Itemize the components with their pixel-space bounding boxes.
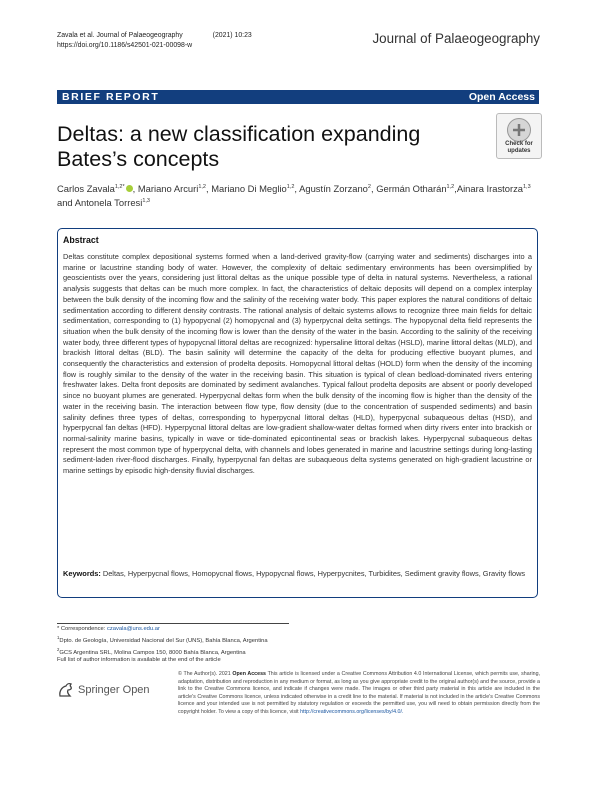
open-access-label: Open Access xyxy=(468,91,535,103)
correspondence-label: * Correspondence: xyxy=(57,626,107,632)
year-pages: (2021) 10:23 xyxy=(212,32,252,39)
author-affiliation: 1,3 xyxy=(142,198,150,205)
publisher-name: Springer Open xyxy=(78,684,150,696)
author-affiliation: 1,2 xyxy=(446,184,455,190)
author-separator: , xyxy=(370,183,377,195)
author-name[interactable]: Mariano Di Meglio xyxy=(211,183,287,195)
author-affiliation: 1,3 xyxy=(523,184,531,190)
author-separator: , xyxy=(454,183,457,195)
license-body: This article is licensed under a Creative Commons Attribution 4.0 International License, which permits use, sharing, adaptation, distribution and reproduction in any medium or format, as long as you give appropriate credit to the original author(s) and the source, provide a link to the Creative Commons licence, and indicate if changes were made. The images or other third party material in this article are included in the article's Creative Commons licence, unless indicated otherwise in a credit line to the material. If material is not included in the article's Creative Commons licence and your intended use is not permitted by statutory regulation or exceeds the permitted use, you will need to obtain permission directly from the copyright holder. To view a copy of this licence, visit xyxy=(178,671,540,715)
author-name[interactable]: Mariano Arcuri xyxy=(137,183,199,195)
crossmark-badge[interactable] xyxy=(496,113,542,159)
doi-link[interactable]: https://doi.org/10.1186/s42501-021-00098-w xyxy=(57,41,193,49)
crossmark-label: Check for updates xyxy=(505,141,533,154)
article-title: Deltas: a new classification expanding Bates’s concepts xyxy=(57,122,421,171)
correspondence-email[interactable]: czavala@uns.edu.ar xyxy=(106,626,160,632)
keywords-list: Deltas, Hyperpycnal flows, Homopycnal flows, Hypopycnal flows, Hyperpycnites, Turbidites, Sediment gravity flows, Gravity flows xyxy=(102,569,526,578)
author-separator: , xyxy=(205,183,212,195)
license-text xyxy=(178,671,540,717)
author-affiliation: 1,2 xyxy=(198,184,206,190)
author-affiliation: 1,2 xyxy=(286,184,295,190)
author-affiliation: 2 xyxy=(367,184,371,190)
aff1-number: 1 xyxy=(57,634,60,640)
springer-horse-icon xyxy=(57,682,75,698)
copyright: © The Author(s). 2021 xyxy=(178,671,231,677)
author-affiliation: 1,2* xyxy=(114,184,125,190)
license-open-access: Open Access xyxy=(232,671,266,677)
author-info-note: Full list of author information is available at the end of the article xyxy=(57,657,221,664)
footnote-divider xyxy=(57,623,289,624)
author-separator: and xyxy=(57,197,75,209)
keywords-label: Keywords: xyxy=(63,569,101,578)
author-name[interactable]: Agustín Zorzano xyxy=(299,183,368,195)
author-list xyxy=(57,181,537,209)
aff2-number: 2 xyxy=(57,646,60,652)
article-type-banner xyxy=(57,90,539,104)
author-name[interactable]: Carlos Zavala xyxy=(57,183,115,195)
crossmark-icon xyxy=(507,118,531,142)
author-separator: , xyxy=(294,183,300,195)
journal-name: Journal of Palaeogeography xyxy=(372,31,540,46)
abstract-heading: Abstract xyxy=(63,235,99,245)
affiliation-2: GCS Argentina SRL, Molina Campos 150, 8000 Bahía Blanca, Argentina xyxy=(59,649,246,656)
abstract-text: Deltas constitute complex depositional systems formed when a land-derived gravity-flow (carrying water and sediments) discharges into a marine or lacustrine standing body of water. However, the complexity of deltaic sedimentary environments has been oversimplified by geoscientists over the years, considering just littoral deltas as the unique possible type of delta in natural systems. Nevertheless, a rational analysis suggests that deltas can be much more complex. In fact, the characteristics of deltaic deposits will depend on a complex interplay between the bulk density of the incoming flow and the salinity of the receiving water body. This paper explores the natural conditions of deltaic sedimentation according to different density contrasts. The rational analysis of deltaic systems allows to recognize three main fields for deltaic sedimentation, corresponding to (1) hypopycnal (2) homopycnal and (3) hyperpycnal delta settings. The hypopycnal delta field represents the situation when the bulk density of the incoming flow is lower than the density of the water in the basin. According to the salinity of the receiving water body, three different types of hypopycnal littoral deltas are recognized: hypersaline littoral deltas (HSLD), marine littoral deltas (MLD), and brackish littoral deltas (BLD). The basin salinity will determine the capacity of the delta for producing effective buoyant plumes, and consequently the characteristics and extension of prodelta deposits. Homopycnal littoral deltas (HOLD) form when the density of the incoming flow is roughly similar to the density of the water in the receiving basin. This situation is typical of clean bedload-dominated rivers entering freshwater lakes. Delta front deposits are dominated by sediment avalanches. Typical fallout prodelta deposits are absent or poorly developed since no buoyant plumes are generated. Hyperpycnal deltas form when the bulk density of the incoming flow is higher than the density of the water in the receiving basin. The interaction between flow type, flow density (due to the concentration of suspended sediments) and basin salinity defines three types of deltas, corresponding to hyperpycnal littoral deltas (HLD), hyperpycnal subaqueous deltas (HSD), and hyperpycnal fan deltas (HFD). Hyperpycnal littoral deltas are low-gradient shallow-water deltas formed when dirty rivers enter into brackish or normal-salinity marine basins, typically in wave or tide-dominated epicontinental seas or brackish lakes. Hyperpycnal subaqueous deltas represent the most common type of hyperpycnal delta, with channels and lobes generated in marine and lacustrine settings during long-lasting sediment-laden river-flood discharges. Finally, hyperpycnal fan deltas are subaqueous delta systems generated on high-gradient lacustrine or marine settings by episodic high-density fluvial discharges. xyxy=(63,252,532,476)
affiliation-1: Dpto. de Geología, Universidad Nacional del Sur (UNS), Bahía Blanca, Argentina xyxy=(59,637,268,644)
author-name[interactable]: Antonela Torresi xyxy=(74,197,143,209)
keywords xyxy=(63,569,532,580)
author-separator: , xyxy=(132,183,138,195)
author-name[interactable]: Germán Otharán xyxy=(376,183,447,195)
license-link[interactable]: http://creativecommons.org/licenses/by/4.0/. xyxy=(300,708,404,715)
orcid-icon[interactable] xyxy=(126,185,133,192)
running-header xyxy=(57,31,252,50)
article-type: BRIEF REPORT xyxy=(62,91,160,103)
springer-open-logo xyxy=(57,681,169,699)
author-name[interactable]: Ainara Irastorza xyxy=(456,183,523,195)
footnotes xyxy=(57,626,317,665)
citation: Zavala et al. Journal of Palaeogeography xyxy=(57,32,183,39)
